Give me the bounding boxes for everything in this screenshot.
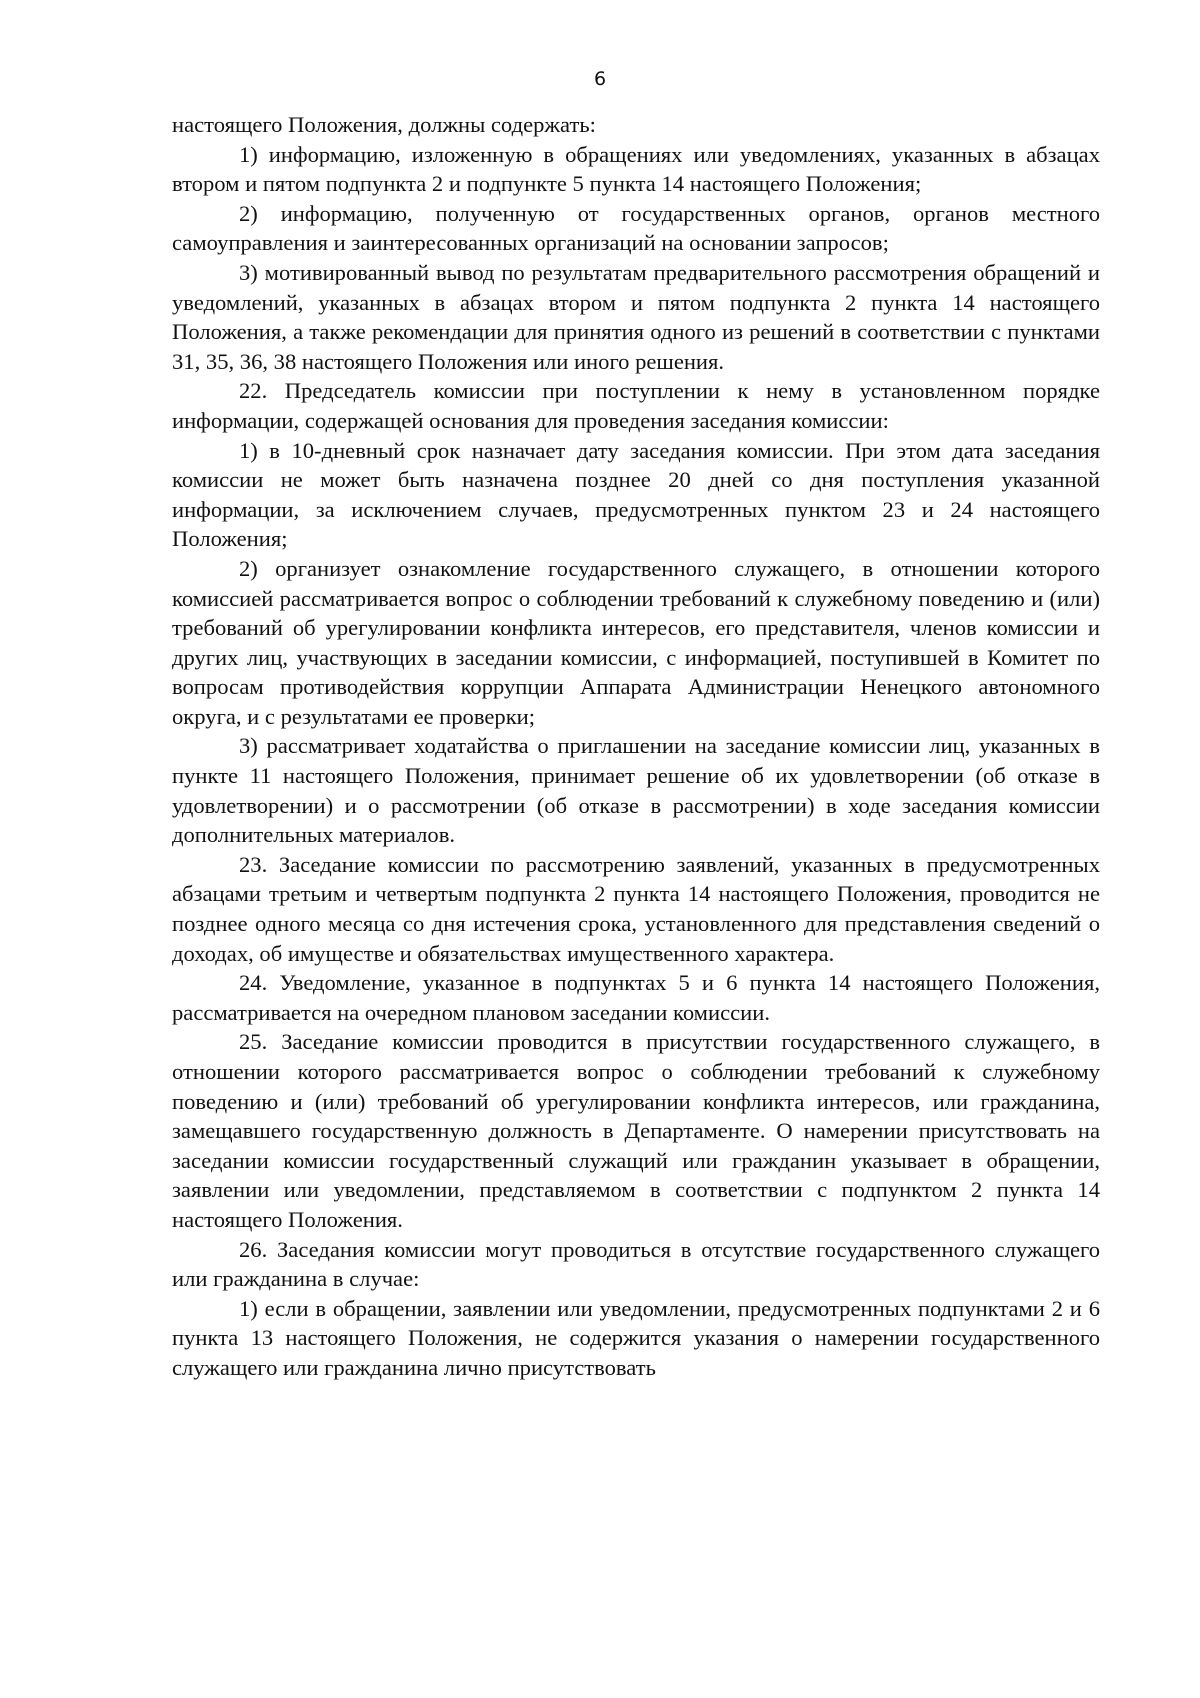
document-body xyxy=(172,110,1100,1383)
paragraph: 3) рассматривает ходатайства о приглашении на заседание комиссии лиц, указанных в пункте 11 настоящего Положения, принимает решение об их удовлетворении (об отказе в удовлетворении) и о рассмотрении (об отказе в рассмотрении) в ходе заседания комиссии дополнительных материалов. xyxy=(172,733,1100,848)
paragraph: 22. Председатель комиссии при поступлении к нему в установленном порядке информации, содержащей основания для проведения заседания комиссии: xyxy=(172,378,1100,433)
page-number: 6 xyxy=(593,68,607,90)
paragraph: 23. Заседание комиссии по рассмотрению заявлений, указанных в предусмотренных абзацами третьим и четвертым подпункта 2 пункта 14 настоящего Положения, проводится не позднее одного месяца со дня истечения срока, установленного для представления сведений о доходах, об имуществе и обязательствах имущественного характера. xyxy=(172,851,1100,966)
paragraph: 3) мотивированный вывод по результатам предварительного рассмотрения обращений и уведомлений, указанных в абзацах втором и пятом подпункта 2 пункта 14 настоящего Положения, а также рекомендации для принятия одного из решений в соответствии с пунктами 31, 35, 36, 38 настоящего Положения или иного решения. xyxy=(172,259,1100,374)
paragraph: 24. Уведомление, указанное в подпунктах 5 и 6 пункта 14 настоящего Положения, рассматривается на очередном плановом заседании комиссии. xyxy=(172,970,1100,1025)
paragraph: 2) организует ознакомление государственного служащего, в отношении которого комиссией рассматривается вопрос о соблюдении требований к служебному поведению и (или) требований об урегулировании конфликта интересов, его представителя, членов комиссии и других лиц, участвующих в заседании комиссии, с информацией, поступившей в Комитет по вопросам противодействия коррупции Аппарата Администрации Ненецкого автономного округа, и с результатами ее проверки; xyxy=(172,555,1100,729)
paragraph: настоящего Положения, должны содержать: xyxy=(172,112,596,137)
paragraph: 26. Заседания комиссии могут проводиться в отсутствие государственного служащего или гражданина в случае: xyxy=(172,1236,1100,1292)
paragraph: 1) информацию, изложенную в обращениях или уведомлениях, указанных в абзацах втором и пятом подпункта 2 и подпункте 5 пункта 14 настоящего Положения; xyxy=(172,141,1100,197)
paragraph: 25. Заседание комиссии проводится в присутствии государственного служащего, в отношении которого рассматривается вопрос о соблюдении требований к служебному поведению и (или) требований об урегулировании конфликта интересов, или гражданина, замещавшего государственную должность в Департаменте. О намерении присутствовать на заседании комиссии государственный служащий или гражданин указывает в обращении, заявлении или уведомлении, представляемом в соответствии с подпунктом 2 пункта 14 настоящего Положения. xyxy=(172,1029,1100,1232)
paragraph: 1) в 10-дневный срок назначает дату заседания комиссии. При этом дата заседания комиссии не может быть назначена позднее 20 дней со дня поступления указанной информации, за исключением случаев, предусмотренных пунктом 23 и 24 настоящего Положения; xyxy=(172,437,1100,552)
paragraph: 2) информацию, полученную от государственных органов, органов местного самоуправления и заинтересованных организаций на основании запросов; xyxy=(172,200,1100,256)
paragraph: 1) если в обращении, заявлении или уведомлении, предусмотренных подпунктами 2 и 6 пункта 13 настоящего Положения, не содержится указания о намерении государственного служащего или гражданина лично присутствовать xyxy=(172,1295,1100,1380)
